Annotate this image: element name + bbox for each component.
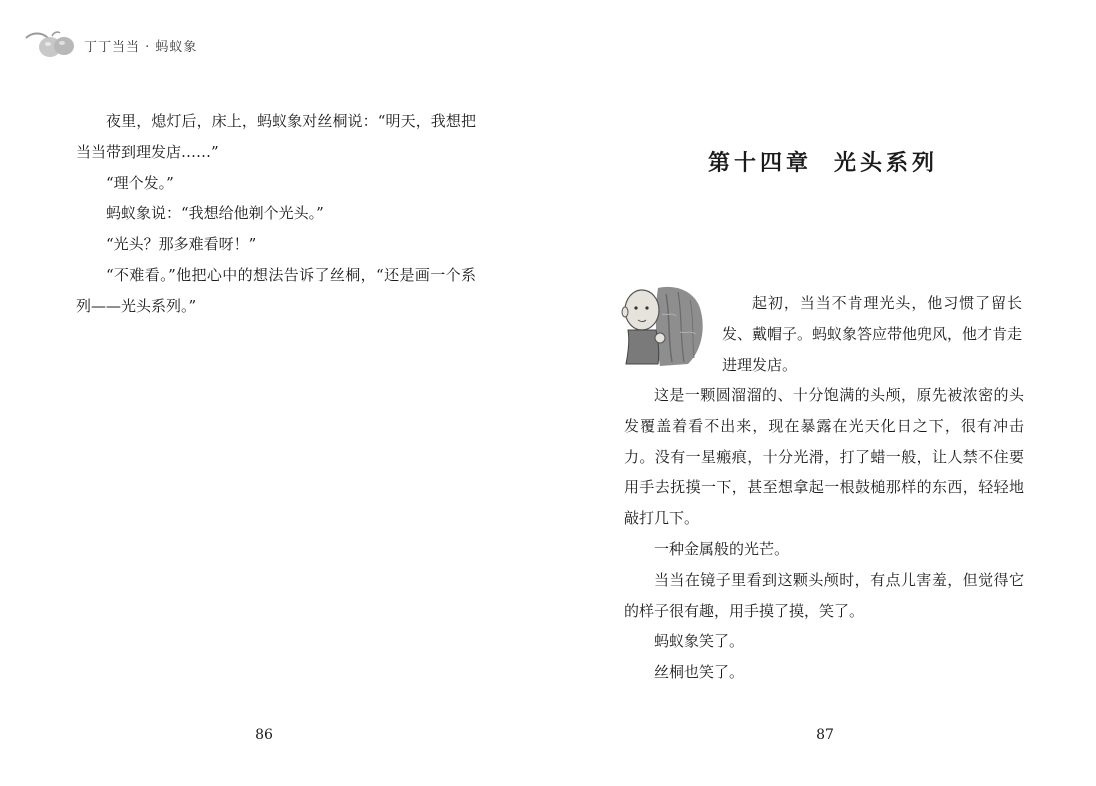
left-page-body [76, 106, 476, 322]
paragraph: “理个发。” [106, 173, 174, 192]
paragraph: “不难看。”他把心中的想法告诉了丝桐，“还是画一个系列——光头系列。” [76, 265, 476, 315]
bald-boy-behind-tree-illustration [616, 284, 712, 368]
chapter-name: 光头系列 [834, 150, 939, 176]
paragraph: 夜里，熄灯后，床上，蚂蚁象对丝桐说：“明天，我想把当当带到理发店……” [76, 112, 476, 161]
paragraph: 这是一颗圆溜溜的、十分饱满的头颅，原先被浓密的头发覆盖着看不出来，现在暴露在光天化日之下，很有冲击力。没有一星瘢痕，十分光滑，打了蜡一般，让人禁不住要用手去抚摸一下，甚至想拿起一根鼓槌那样的东西，轻轻地敲打几下。 [624, 386, 1024, 528]
page-number: 87 [816, 727, 834, 743]
header-title: 丁丁当当 · 蚂蚁象 [84, 39, 198, 55]
paragraph: “光头？那多难看呀！” [106, 235, 257, 254]
intro-paragraph-block [722, 288, 1022, 380]
chapter-title [708, 146, 938, 177]
paragraph: 起初，当当不肯理光头，他习惯了留长发、戴帽子。蚂蚁象答应带他兜风，他才肯走进理发店。 [722, 294, 1023, 374]
chapter-number: 第十四章 [708, 150, 813, 176]
right-page [548, 0, 1096, 786]
paragraph: 蚂蚁象说：“我想给他剃个光头。” [106, 204, 324, 223]
paragraph: 蚂蚁象笑了。 [654, 632, 745, 651]
right-page-body [624, 380, 1024, 688]
page-number: 86 [255, 727, 273, 743]
paragraph: 当当在镜子里看到这颗头颅时，有点儿害羞，但觉得它的样子很有趣，用手摸了摸，笑了。 [624, 570, 1024, 620]
paragraph: 一种金属般的光芒。 [654, 539, 790, 558]
paragraph: 丝桐也笑了。 [654, 663, 745, 682]
